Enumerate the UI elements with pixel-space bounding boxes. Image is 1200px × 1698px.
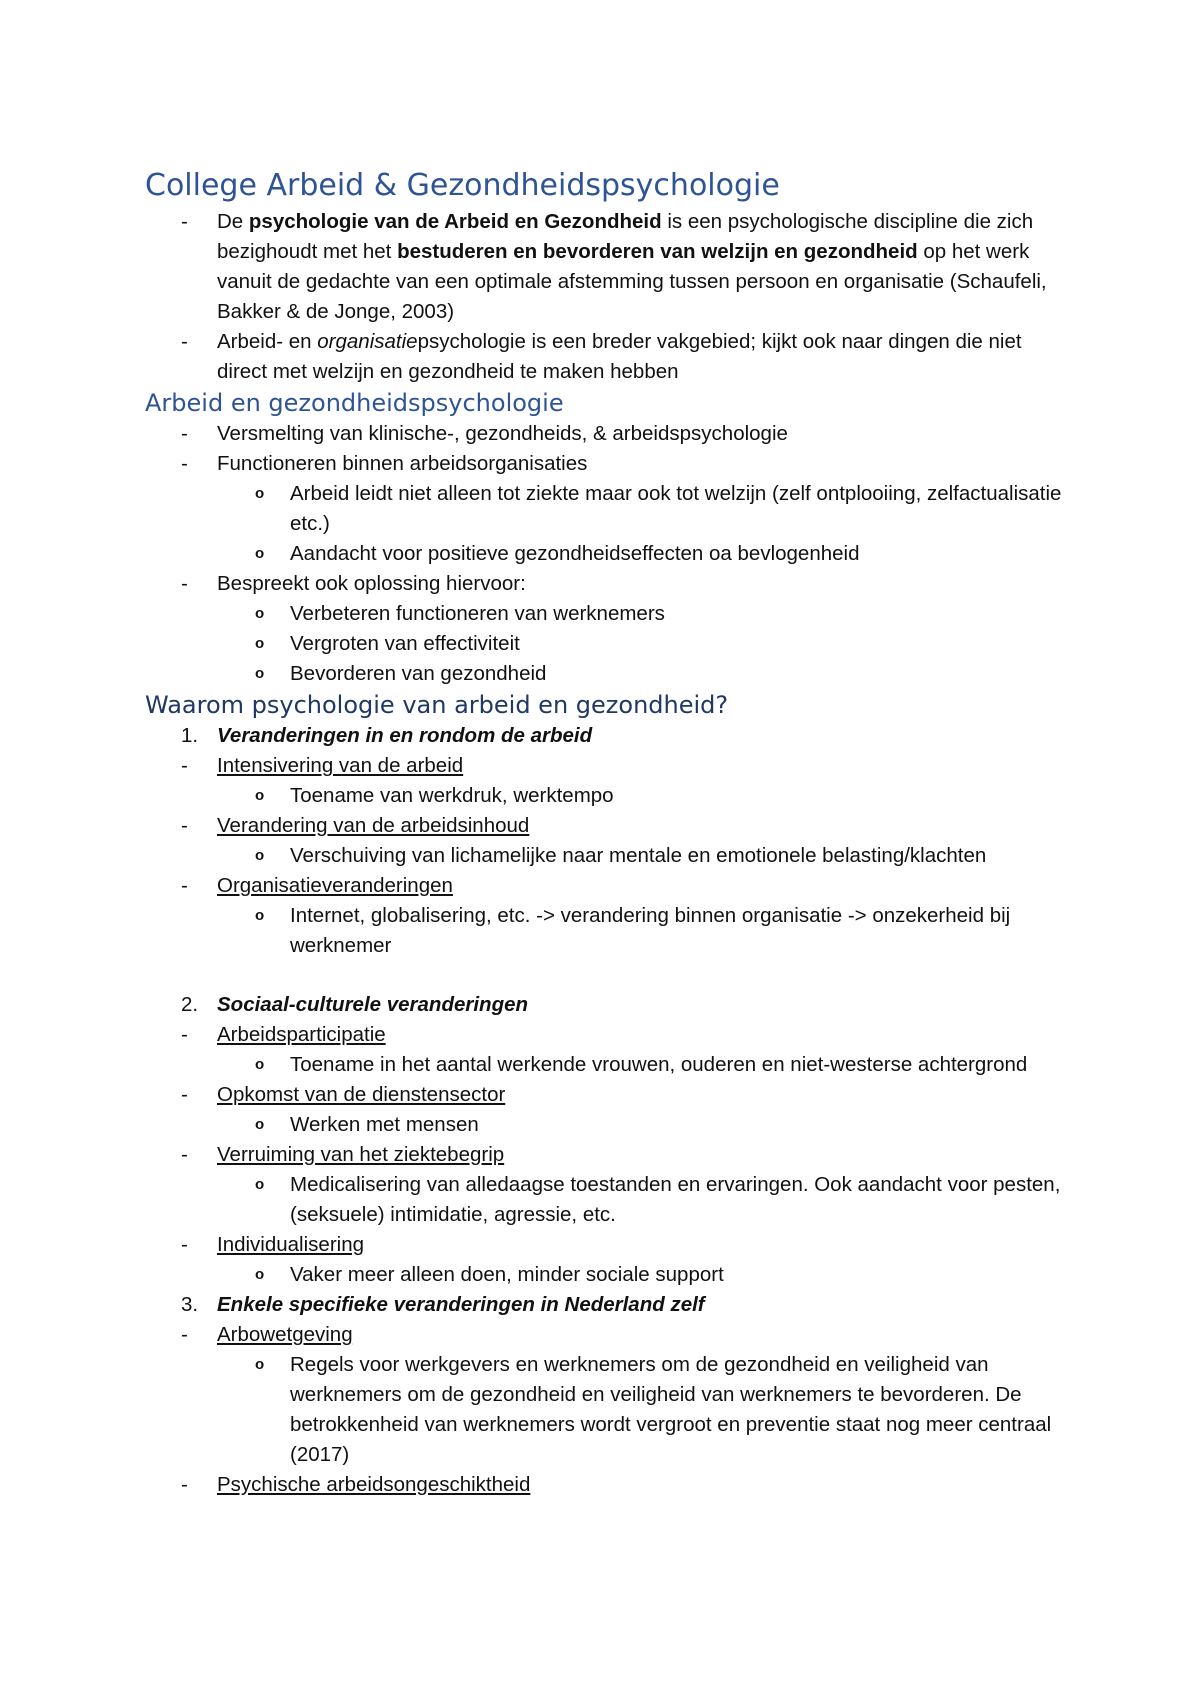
circle-bullet-icon: o bbox=[255, 1116, 265, 1133]
list-item: - Functioneren binnen arbeidsorganisaties bbox=[145, 449, 1065, 479]
document-body bbox=[145, 166, 1065, 1500]
circle-bullet-icon: o bbox=[255, 787, 265, 804]
list-item: - Arbeidsparticipatie bbox=[145, 1020, 1065, 1050]
circle-bullet-icon: o bbox=[255, 1266, 265, 1283]
list-item: - Psychische arbeidsongeschiktheid bbox=[145, 1470, 1065, 1500]
circle-bullet-icon: o bbox=[255, 545, 265, 562]
sub-list-item: o Aandacht voor positieve gezondheidseffecten oa bevlogenheid bbox=[145, 539, 1065, 569]
dash-marker: - bbox=[181, 1083, 188, 1106]
list-item: - Organisatieveranderingen bbox=[145, 871, 1065, 901]
dash-marker: - bbox=[181, 1323, 188, 1346]
sub-list-item: o Werken met mensen bbox=[145, 1110, 1065, 1140]
list-item: - Arbowetgeving bbox=[145, 1320, 1065, 1350]
dash-marker: - bbox=[181, 1143, 188, 1166]
dash-marker: - bbox=[181, 210, 188, 233]
list-item: - Opkomst van de dienstensector bbox=[145, 1080, 1065, 1110]
sub-list-item: o Internet, globalisering, etc. -> verandering binnen organisatie -> onzekerheid bij werknemer bbox=[145, 901, 1065, 961]
group1-list bbox=[145, 751, 1065, 961]
sub-list-item: o Vaker meer alleen doen, minder sociale support bbox=[145, 1260, 1065, 1290]
list-item: - Intensivering van de arbeid bbox=[145, 751, 1065, 781]
circle-bullet-icon: o bbox=[255, 635, 265, 652]
list-item: - Arbeid- en organisatiepsychologie is een breder vakgebied; kijkt ook naar dingen die niet direct met welzijn en gezondheid te maken hebben bbox=[145, 327, 1065, 387]
sub-list-item: o Verbeteren functioneren van werknemers bbox=[145, 599, 1065, 629]
sub-list-item: o Vergroten van effectiviteit bbox=[145, 629, 1065, 659]
list-item: - Individualisering bbox=[145, 1230, 1065, 1260]
sub-list-item: o Toename van werkdruk, werktempo bbox=[145, 781, 1065, 811]
dash-marker: - bbox=[181, 754, 188, 777]
numbered-heading: 3. Enkele specifieke veranderingen in Nederland zelf bbox=[145, 1290, 1065, 1320]
section-heading: Arbeid en gezondheidspsychologie bbox=[145, 389, 564, 417]
dash-marker: - bbox=[181, 1473, 188, 1496]
list-item: - De psychologie van de Arbeid en Gezondheid is een psychologische discipline die zich bezighoudt met het bestuderen en bevorderen van welzijn en gezondheid op het werk vanuit de gedachte van een optimale afstemming tussen persoon en organisatie (Schaufeli, Bakker & de Jonge, 2003) bbox=[145, 207, 1065, 327]
numbered-heading: 1. Veranderingen in en rondom de arbeid bbox=[145, 721, 1065, 751]
list-item: - Bespreekt ook oplossing hiervoor: bbox=[145, 569, 1065, 599]
circle-bullet-icon: o bbox=[255, 665, 265, 682]
intro-list bbox=[145, 207, 1065, 387]
number-marker: 2. bbox=[181, 993, 199, 1016]
dash-marker: - bbox=[181, 330, 188, 353]
circle-bullet-icon: o bbox=[255, 1176, 265, 1193]
number-marker: 1. bbox=[181, 724, 199, 747]
circle-bullet-icon: o bbox=[255, 907, 265, 924]
sub-list-item: o Regels voor werkgevers en werknemers om de gezondheid en veiligheid van werknemers om de gezondheid en veiligheid van werknemers te bevorderen. De betrokkenheid van werknemers wordt vergroot en preventie staat nog meer centraal (2017) bbox=[145, 1350, 1065, 1470]
section1-list bbox=[145, 419, 1065, 689]
sub-list-item: o Arbeid leidt niet alleen tot ziekte maar ook tot welzijn (zelf ontplooiing, zelfactualisatie etc.) bbox=[145, 479, 1065, 539]
dash-marker: - bbox=[181, 572, 188, 595]
document-title: College Arbeid & Gezondheidspsychologie bbox=[145, 168, 780, 203]
list-item: - Versmelting van klinische-, gezondheids, & arbeidspsychologie bbox=[145, 419, 1065, 449]
circle-bullet-icon: o bbox=[255, 1056, 265, 1073]
number-marker: 3. bbox=[181, 1293, 199, 1316]
sub-list-item: o Toename in het aantal werkende vrouwen, ouderen en niet-westerse achtergrond bbox=[145, 1050, 1065, 1080]
circle-bullet-icon: o bbox=[255, 485, 265, 502]
list-item: - Verruiming van het ziektebegrip bbox=[145, 1140, 1065, 1170]
group3-list bbox=[145, 1320, 1065, 1500]
circle-bullet-icon: o bbox=[255, 1356, 265, 1373]
circle-bullet-icon: o bbox=[255, 605, 265, 622]
group2-list bbox=[145, 1020, 1065, 1290]
dash-marker: - bbox=[181, 452, 188, 475]
spacer bbox=[145, 961, 1065, 990]
dash-marker: - bbox=[181, 1233, 188, 1256]
sub-list-item: o Medicalisering van alledaagse toestanden en ervaringen. Ook aandacht voor pesten, (seksuele) intimidatie, agressie, etc. bbox=[145, 1170, 1065, 1230]
sub-list-item: o Bevorderen van gezondheid bbox=[145, 659, 1065, 689]
list-item: - Verandering van de arbeidsinhoud bbox=[145, 811, 1065, 841]
circle-bullet-icon: o bbox=[255, 847, 265, 864]
dash-marker: - bbox=[181, 1023, 188, 1046]
numbered-heading: 2. Sociaal-culturele veranderingen bbox=[145, 990, 1065, 1020]
sub-list-item: o Verschuiving van lichamelijke naar mentale en emotionele belasting/klachten bbox=[145, 841, 1065, 871]
dash-marker: - bbox=[181, 814, 188, 837]
dash-marker: - bbox=[181, 874, 188, 897]
section-heading: Waarom psychologie van arbeid en gezondheid? bbox=[145, 691, 729, 719]
dash-marker: - bbox=[181, 422, 188, 445]
